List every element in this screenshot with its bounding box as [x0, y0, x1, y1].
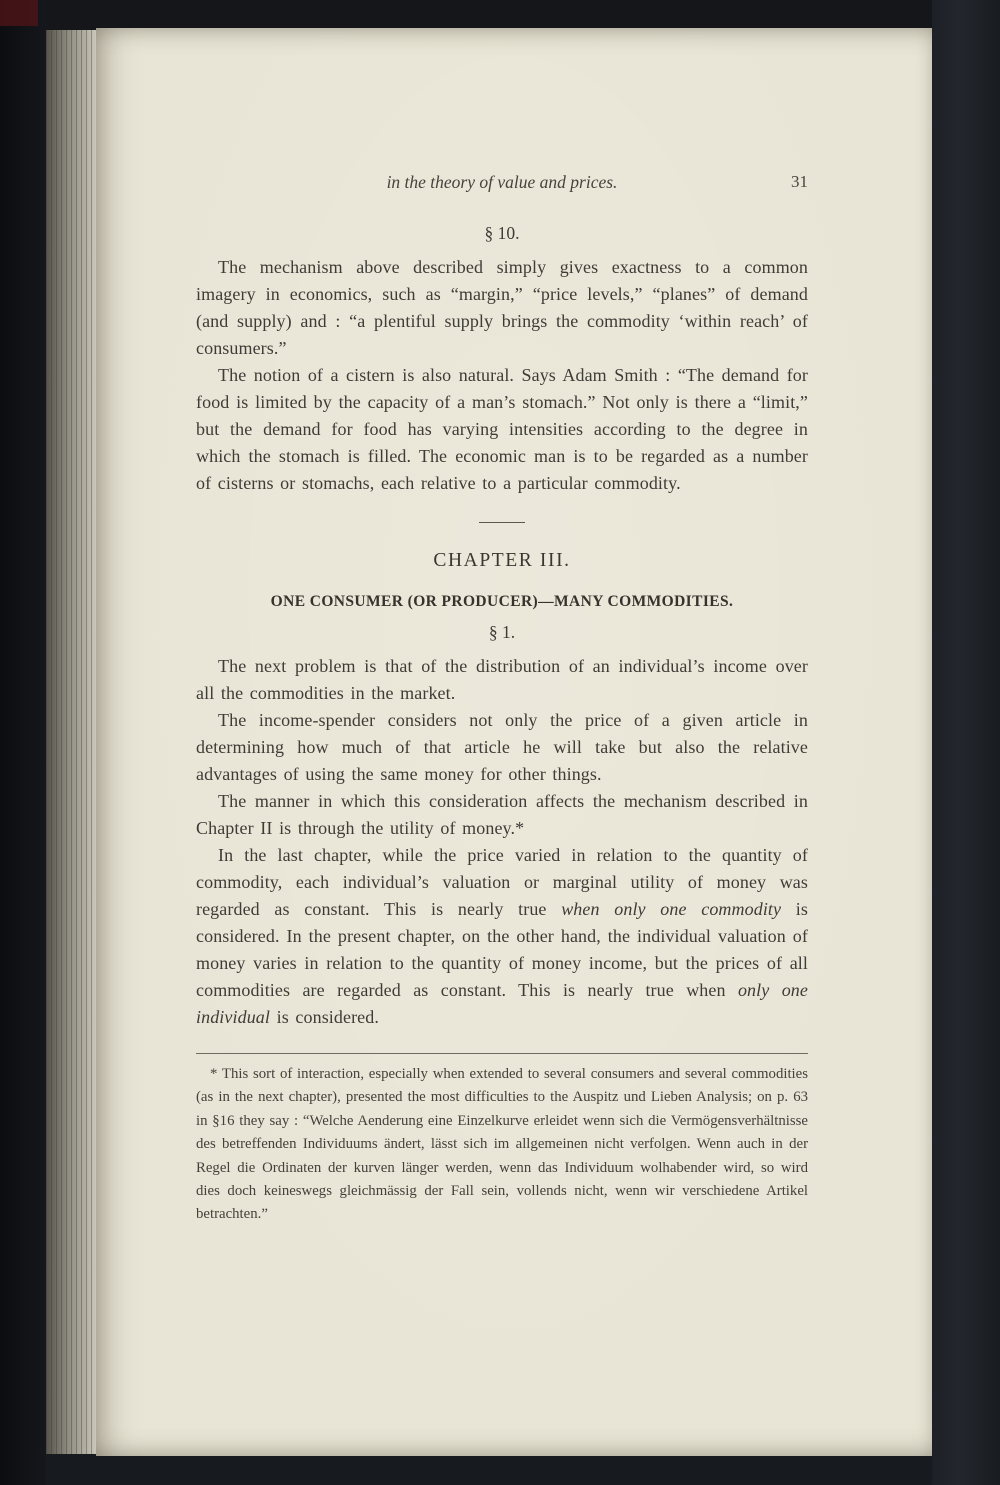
- book-page: [96, 28, 932, 1456]
- paragraph: The manner in which this consideration affects the mechanism described in Chapter II is through the utility of money.*: [196, 791, 808, 838]
- chapter-title: CHAPTER III.: [433, 550, 571, 571]
- section-1-heading: § 1.: [488, 622, 516, 642]
- section-10-heading: § 10.: [484, 223, 520, 243]
- paragraph: The next problem is that of the distribution of an individual’s income over all the commodities in the market.: [196, 656, 808, 703]
- paragraph: The mechanism above described simply gives exactness to a common imagery in economics, such as “margin,” “price levels,” “planes” of demand (and supply) and : “a plentiful supply brings the commodity ‘within reach’ of consumers.”: [196, 257, 808, 358]
- book-cover-right: [932, 0, 1000, 1485]
- page-content: [196, 172, 808, 1227]
- footnote-text: * This sort of interaction, especially when extended to several consumers and several commodities (as in the next chapter), presented the most difficulties to the Auspitz und Lieben Analysis; on p. 63 in §16 they say : “Welche Aenderung eine Einzelkurve erleidet wenn sich die Vermögensverhältnisse des betreffenden Individuums ändert, lässt sich im allgemeinen nicht verfolgen. Wenn auch in der Regel die Ordinaten der kurven länger werden, wenn das Individuum wolhabender wird, so wird dies doch keineswegs gleichmässig der Fall sein, vollends nicht, wenn wir verschiedene Artikel betrachten.”: [196, 1066, 808, 1223]
- cover-corner-mark: [0, 0, 38, 26]
- footnote-rule: [196, 1053, 808, 1054]
- page-number: 31: [791, 172, 808, 191]
- paragraph: The income-spender considers not only the price of a given article in determining how much of that article he will take but also the relative advantages of using the same money for other things.: [196, 710, 808, 784]
- paragraph-with-italics: In the last chapter, while the price varied in relation to the quantity of commodity, each individual’s valuation or marginal utility of money was regarded as constant. This is nearly true when only one commodity is considered. In the present chapter, on the other hand, the individual valuation of money varies in relation to the quantity of money income, but the prices of all commodities are regarded as constant. This is nearly true when only one individual is considered.: [196, 845, 808, 1027]
- book-cover-left: [0, 0, 46, 1485]
- section-divider: [479, 522, 525, 523]
- paragraph: The notion of a cistern is also natural. Says Adam Smith : “The demand for food is limited by the capacity of a man’s stomach.” Not only is there a “limit,” but the demand for food has varying intensities according to the degree in which the stomach is filled. The economic man is to be regarded as a number of cisterns or stomachs, each relative to a particular commodity.: [196, 365, 808, 493]
- chapter-subtitle: ONE CONSUMER (OR PRODUCER)—MANY COMMODITIES.: [270, 593, 734, 610]
- running-header-title: in the theory of value and prices.: [386, 172, 618, 192]
- stacked-page-edges: [46, 30, 96, 1454]
- running-head: [196, 172, 808, 196]
